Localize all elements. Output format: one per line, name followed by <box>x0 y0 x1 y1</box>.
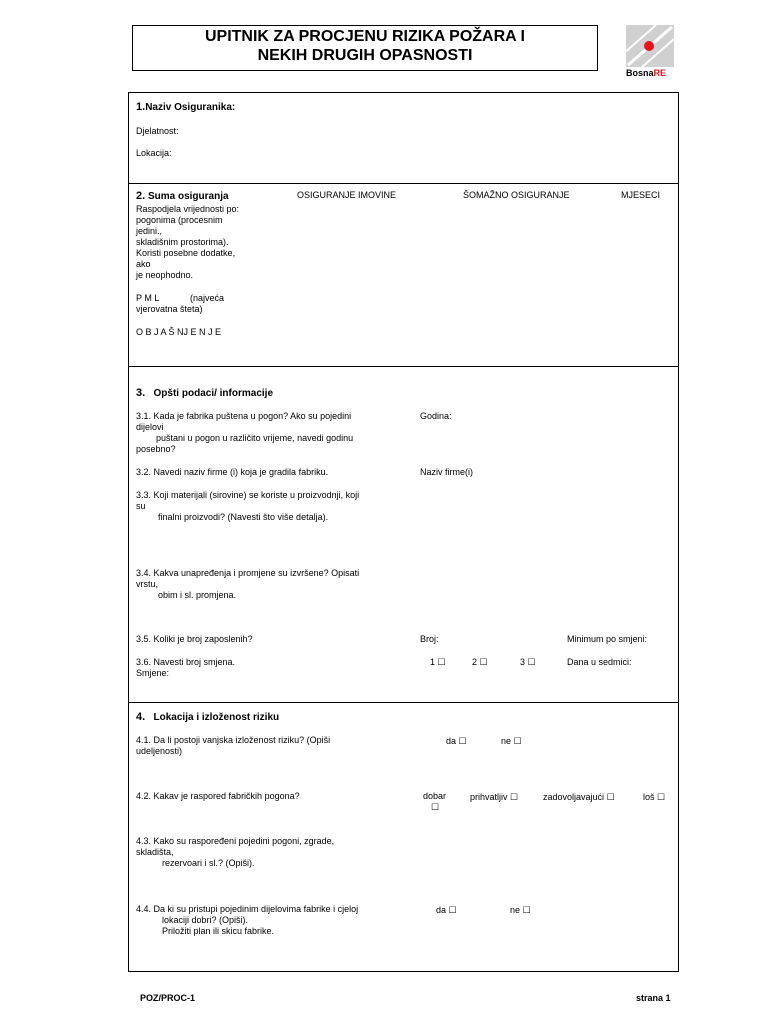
shift-option-3[interactable] <box>520 657 536 668</box>
divider-3 <box>129 702 678 703</box>
q-line: Priložiti plan ili skicu fabrike. <box>162 926 275 936</box>
answer-godina: Godina: <box>420 411 452 421</box>
pml-note-2: vjerovatna šteta) <box>136 304 203 314</box>
q-line: finalni proizvodi? (Navesti što više detalja). <box>158 512 329 522</box>
option-los[interactable] <box>643 792 665 803</box>
option-label: loš <box>643 792 655 802</box>
section-1-heading <box>136 101 235 113</box>
column-mjeseci: MJESECI <box>621 190 661 200</box>
label-djelatnost: Djelatnost: <box>136 126 179 136</box>
logo-suffix: RE <box>653 68 667 78</box>
option-dobar[interactable] <box>423 791 446 813</box>
q-line: 4.3. Kako su raspoređeni pojedini pogoni, zgrade, <box>136 836 335 846</box>
q-line: 3.3. Koji materijali (sirovine) se koriste u proizvodnji, koji <box>136 490 360 500</box>
q-line: 3.1. Kada je fabrika puštena u pogon? Ako su pojedini <box>136 411 352 421</box>
logo-brand: Bosna <box>626 68 654 78</box>
q-line: udeljenosti) <box>136 746 183 756</box>
option-zadovoljavajuci[interactable] <box>543 792 615 803</box>
section-3-heading <box>136 387 273 399</box>
answer-broj: Broj: <box>420 634 439 644</box>
option-label: da <box>436 905 447 915</box>
section-2-heading <box>136 190 229 202</box>
question-3-1 <box>136 411 406 455</box>
column-osiguranje-imovine: OSIGURANJE IMOVINE <box>297 190 397 200</box>
title-line-1: UPITNIK ZA PROCJENU RIZIKA POŽARA I <box>204 28 525 45</box>
shift-option-1[interactable] <box>430 657 446 668</box>
bosnare-logo <box>626 25 674 67</box>
answer-minimum-po-smjeni: Minimum po smjeni: <box>567 634 648 644</box>
objasnjenje-label: O B J A Š NJ E N J E <box>136 327 222 337</box>
footer-code: POZ/PROC-1 <box>140 993 196 1003</box>
desc-line: ako <box>136 259 151 269</box>
question-4-3 <box>136 836 406 869</box>
question-4-1 <box>136 735 406 757</box>
q-line: lokaciji dobri? (Opiši). <box>162 915 249 925</box>
q-line: posebno? <box>136 444 176 454</box>
question-3-3 <box>136 490 406 523</box>
section-4-title: Lokacija i izloženost riziku <box>153 712 280 723</box>
q-line: rezervoari i sl.? (Opiši). <box>162 858 255 868</box>
question-4-4 <box>136 904 406 937</box>
shift-label: 2 <box>472 657 478 667</box>
q-line: 3.6. Navesti broj smjena. <box>136 657 236 667</box>
desc-line: skladišnim prostorima). <box>136 237 229 247</box>
column-somazno-osiguranje: ŠOMAŽNO OSIGURANJE <box>463 190 570 200</box>
section-3-title: Opšti podaci/ informacije <box>153 388 273 399</box>
page-title <box>132 27 598 65</box>
option-4-1-da[interactable] <box>446 736 467 747</box>
desc-line: Raspodjela vrijednosti po: <box>136 204 240 214</box>
checkbox-icon[interactable]: ☐ <box>437 657 446 667</box>
checkbox-icon[interactable]: ☐ <box>479 657 488 667</box>
option-4-1-ne[interactable] <box>501 736 522 747</box>
q-line: su <box>136 501 146 511</box>
desc-line: Koristi posebne dodatke, <box>136 248 236 258</box>
desc-line: jedini., <box>136 226 163 236</box>
logo-text <box>626 68 678 78</box>
section-2-description <box>136 204 239 281</box>
option-label: prihvatljiv <box>470 792 508 802</box>
footer-page: strana 1 <box>636 993 671 1003</box>
option-4-4-ne[interactable] <box>510 905 531 916</box>
section-4-number: 4. <box>136 711 146 723</box>
q-line: puštani u pogon u različito vrijeme, navedi godinu <box>156 433 354 443</box>
logo-mark-icon <box>626 25 674 67</box>
checkbox-icon[interactable]: ☐ <box>522 905 531 915</box>
q-line: skladišta, <box>136 847 174 857</box>
checkbox-icon[interactable]: ☐ <box>458 736 467 746</box>
q-line: 3.4. Kakva unapređenja i promjene su izvršene? Opisati <box>136 568 360 578</box>
option-label: dobar <box>423 791 447 801</box>
option-label: zadovoljavajući <box>543 792 605 802</box>
q-line: dijelovi <box>136 422 164 432</box>
section-1-number: 1. <box>136 101 146 113</box>
question-4-2: 4.2. Kakav je raspored fabričkih pogona? <box>136 791 300 801</box>
section-4-heading <box>136 711 279 723</box>
label-lokacija: Lokacija: <box>136 148 172 158</box>
answer-naziv-firme: Naziv firme(i) <box>420 467 473 477</box>
title-line-2: NEKIH DRUGIH OPASNOSTI <box>257 47 473 64</box>
section-2-title: Suma osiguranja <box>147 191 229 202</box>
question-3-6 <box>136 657 235 679</box>
section-1-title: Naziv Osiguranika: <box>145 102 236 113</box>
option-label: ne <box>501 736 512 746</box>
checkbox-icon[interactable]: ☐ <box>510 792 519 802</box>
shift-label: 1 <box>430 657 436 667</box>
q-line: Smjene: <box>136 668 170 678</box>
checkbox-icon[interactable]: ☐ <box>606 792 615 802</box>
question-3-4 <box>136 568 406 601</box>
q-line: vrstu, <box>136 579 159 589</box>
q-line: 4.4. Da ki su pristupi pojedinim dijelovima fabrike i cjeloj <box>136 904 359 914</box>
q-line: 4.1. Da li postoji vanjska izloženost riziku? (Opiši <box>136 735 331 745</box>
checkbox-icon[interactable]: ☐ <box>657 792 666 802</box>
shift-label: 3 <box>520 657 526 667</box>
checkbox-icon[interactable]: ☐ <box>527 657 536 667</box>
pml-note-1: (najveća <box>190 293 225 303</box>
checkbox-icon[interactable]: ☐ <box>513 736 522 746</box>
desc-line: je neophodno. <box>136 270 194 280</box>
question-3-5: 3.5. Koliki je broj zaposlenih? <box>136 634 253 644</box>
divider-1 <box>129 183 678 184</box>
shift-option-2[interactable] <box>472 657 488 668</box>
checkbox-icon[interactable]: ☐ <box>448 905 457 915</box>
option-prihvatljiv[interactable] <box>470 792 518 803</box>
answer-dana-u-sedmici: Dana u sedmici: <box>567 657 632 667</box>
option-label: da <box>446 736 457 746</box>
section-2-number: 2. <box>136 190 146 202</box>
section-3-number: 3. <box>136 387 146 399</box>
desc-line: pogonima (procesnim <box>136 215 223 225</box>
option-4-4-da[interactable] <box>436 905 457 916</box>
pml-label: P M L <box>136 293 160 303</box>
question-3-2: 3.2. Navedi naziv firme (i) koja je gradila fabriku. <box>136 467 329 477</box>
option-label: ne <box>510 905 521 915</box>
q-line: obim i sl. promjena. <box>158 590 237 600</box>
divider-2 <box>129 366 678 367</box>
checkbox-icon[interactable]: ☐ <box>431 802 440 812</box>
